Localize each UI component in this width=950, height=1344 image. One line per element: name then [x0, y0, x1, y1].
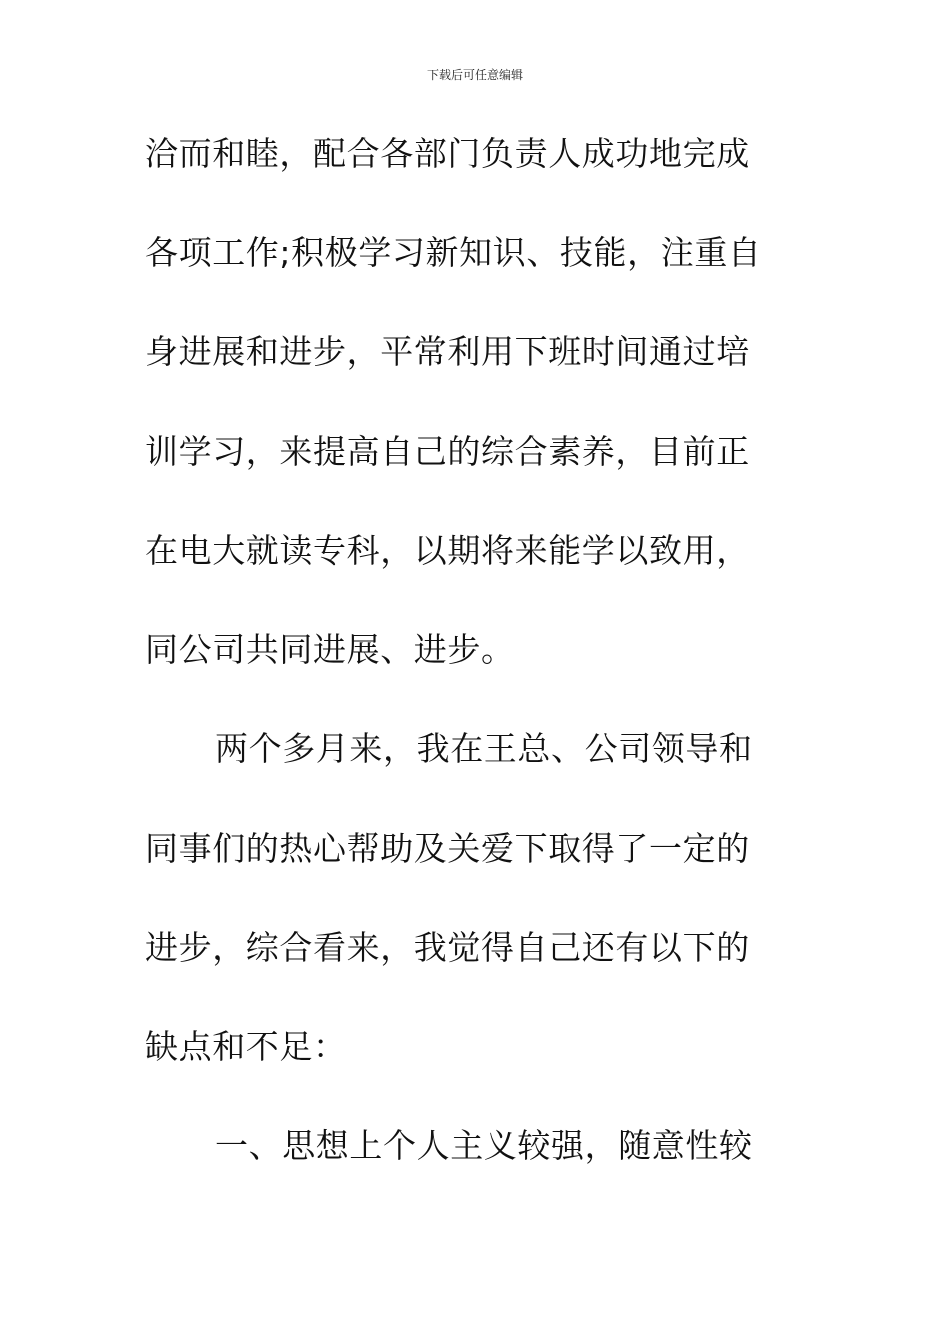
- paragraph-line: 在电大就读专科，以期将来能学以致用，: [145, 531, 750, 570]
- header-note: 下载后可任意编辑: [426, 68, 523, 82]
- paragraph-line: 缺点和不足：: [145, 1027, 347, 1066]
- paragraph-line: 同公司共同进展、进步。: [145, 630, 515, 669]
- paragraph-line: 两个多月来，我在王总、公司领导和: [215, 729, 753, 768]
- paragraph-line: 一、思想上个人主义较强，随意性较: [215, 1126, 753, 1165]
- paragraph-line: 进步，综合看来，我觉得自己还有以下的: [145, 928, 750, 967]
- paragraph-line: 洽而和睦，配合各部门负责人成功地完成: [145, 134, 750, 173]
- paragraph-line: 同事们的热心帮助及关爱下取得了一定的: [145, 829, 750, 868]
- paragraph-line: 各项工作;积极学习新知识、技能，注重自: [145, 233, 762, 272]
- paragraph-line: 身进展和进步，平常利用下班时间通过培: [145, 332, 750, 371]
- paragraph-line: 训学习，来提高自己的综合素养，目前正: [145, 432, 750, 471]
